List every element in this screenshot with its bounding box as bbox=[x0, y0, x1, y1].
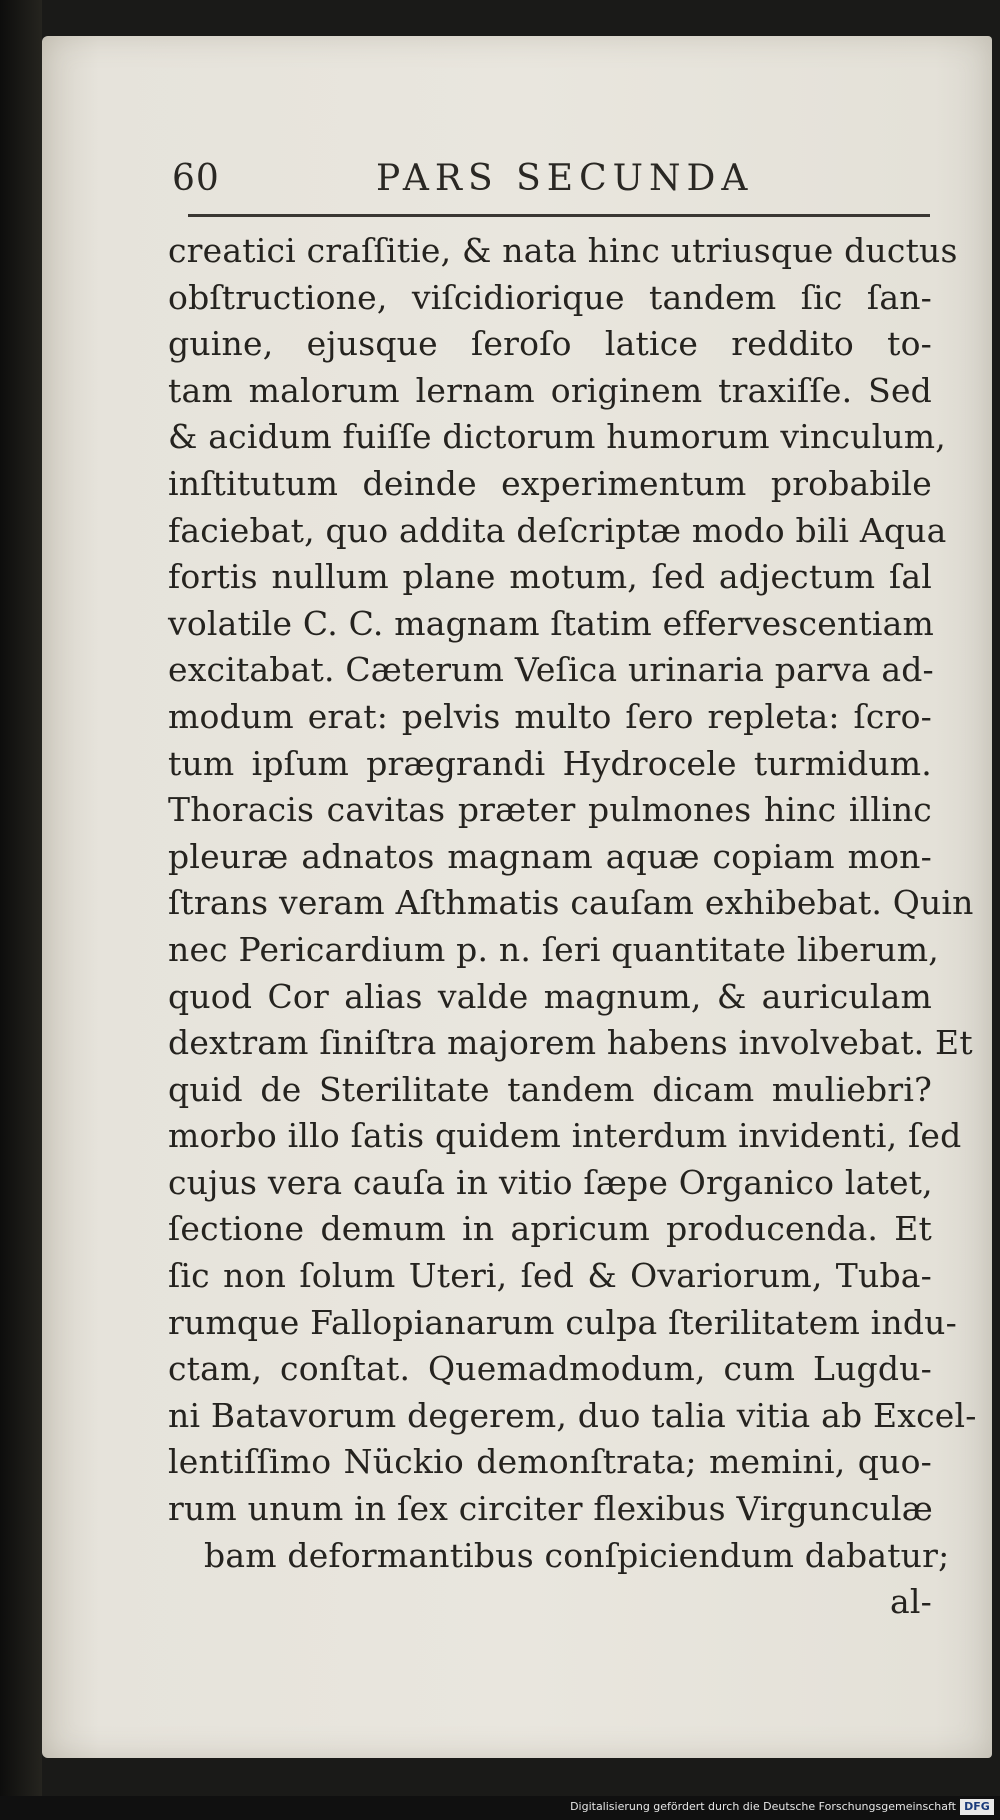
text-line: fortis nullum plane motum, ſed adjectum ſal bbox=[168, 557, 932, 597]
text-line: & acidum fuiſſe dictorum humorum vinculum, bbox=[168, 417, 946, 457]
text-line: quid de Sterilitate tandem dicam muliebri? bbox=[168, 1069, 932, 1109]
text-line: tum ipſum prægrandi Hydrocele turmidum. bbox=[168, 743, 932, 783]
text-line: volatile C. C. magnam ſtatim effervescentiam bbox=[168, 603, 934, 643]
text-line: faciebat, quo addita deſcriptæ modo bili Aqua bbox=[168, 510, 947, 550]
scan-edge-shadow bbox=[0, 0, 42, 1820]
page-number: 60 bbox=[172, 158, 220, 199]
text-line: ſic non ſolum Uteri, ſed & Ovariorum, Tuba- bbox=[168, 1256, 932, 1296]
text-line: modum erat: pelvis multo ſero repleta: ſcro- bbox=[168, 696, 932, 736]
text-line: nec Pericardium p. n. ſeri quantitate liberum, bbox=[168, 929, 939, 969]
text-line: ſectione demum in apricum producenda. Et bbox=[168, 1209, 932, 1249]
text-line: dextram ſiniſtra majorem habens involvebat. Et bbox=[168, 1023, 973, 1063]
text-line: excitabat. Cæterum Veſica urinaria parva ad- bbox=[168, 650, 934, 690]
text-line: tam malorum lernam originem traxiſſe. Sed bbox=[168, 370, 932, 410]
text-line: ctam, conſtat. Quemadmodum, cum Lugdu- bbox=[168, 1349, 932, 1389]
funding-credit: Digitalisierung gefördert durch die Deutsche Forschungsgemeinschaft bbox=[570, 1800, 956, 1813]
text-line: rum unum in ſex circiter flexibus Virgunculæ bbox=[168, 1489, 933, 1529]
text-line: cujus vera cauſa in vitio ſæpe Organico latet, bbox=[168, 1162, 933, 1202]
text-line: inſtitutum deinde experimentum probabile bbox=[168, 463, 932, 503]
header-rule bbox=[188, 214, 930, 217]
text-line: ſtrans veram Aſthmatis cauſam exhibebat. Quin bbox=[168, 883, 974, 923]
running-head bbox=[130, 158, 930, 208]
text-line: obſtructione, viſcidiorique tandem ſic ſan- bbox=[168, 277, 932, 317]
text-line: pleuræ adnatos magnam aquæ copiam mon- bbox=[168, 836, 932, 876]
footer-bar bbox=[0, 1796, 1000, 1820]
text-line: lentiſſimo Nückio demonſtrata; memini, quo- bbox=[168, 1442, 932, 1482]
text-line: quod Cor alias valde magnum, & auriculam bbox=[168, 976, 932, 1016]
catchword: al- bbox=[890, 1582, 932, 1622]
body-text bbox=[168, 228, 977, 1626]
text-line: Thoracis cavitas præter pulmones hinc illinc bbox=[168, 790, 932, 830]
text-line: ni Batavorum degerem, duo talia vitia ab Excel- bbox=[168, 1395, 977, 1435]
text-line: rumque Fallopianarum culpa ſterilitatem indu- bbox=[168, 1302, 957, 1342]
text-line: guine, ejusque ſeroſo latice reddito to- bbox=[168, 324, 932, 364]
text-line: morbo illo ſatis quidem interdum invidenti, ſed bbox=[168, 1116, 962, 1156]
dfg-logo-icon: DFG bbox=[960, 1799, 994, 1815]
text-line: bam deformantibus conſpiciendum dabatur; bbox=[204, 1535, 950, 1575]
running-title: PARS SECUNDA bbox=[376, 158, 754, 199]
text-line: creatici craſſitie, & nata hinc utriusque ductus bbox=[168, 231, 958, 270]
